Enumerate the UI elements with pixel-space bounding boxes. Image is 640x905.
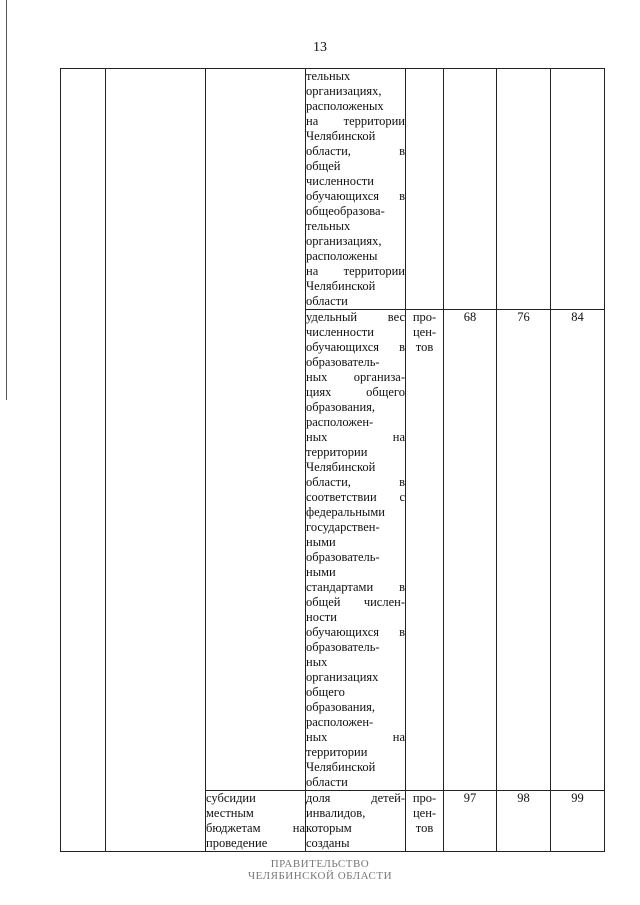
text-line: инвалидов, [306,806,366,820]
cell-indicator [306,69,406,310]
cell-value: 97 [444,791,497,852]
indicator-text [306,310,405,790]
text-line: организациях, [306,234,382,248]
cell-value [497,69,551,310]
cell-value [551,69,605,310]
text-line: ности [306,610,337,624]
unit-line: цен- [412,806,437,820]
cell-value: 68 [444,310,497,791]
text-line: общеобразова- [306,204,385,218]
text-line: проведение [206,836,268,850]
text-line: на территории [306,114,405,128]
text-line: ных на [306,430,405,444]
cell-unit [406,69,444,310]
unit-text [406,791,443,836]
text-line: расположены [306,249,378,263]
text-line: численности [306,325,374,339]
indicator-text [306,791,405,851]
cell-value: 76 [497,310,551,791]
text-line: тельных [306,69,351,83]
text-line: расположен- [306,715,374,729]
text-line: обучающихся в [306,625,405,639]
text-line: циях общего [306,385,405,399]
text-line: Челябинской [306,460,376,474]
cell-value: 84 [551,310,605,791]
text-line: образования, [306,700,376,714]
text-line: образователь- [306,640,380,654]
cell-program [106,69,206,852]
unit-text [406,310,443,355]
unit-line: цен- [412,325,437,339]
text-line: образования, [306,400,376,414]
cell-value [444,69,497,310]
text-line: субсидии [206,791,256,805]
text-line: ных на [306,730,405,744]
text-line: области [306,294,348,308]
page-number: 13 [313,40,327,55]
text-line: государствен- [306,520,380,534]
indicators-table [60,68,605,852]
text-line: расположен- [306,415,374,429]
text-line: федеральными [306,505,385,519]
margin-line [6,0,7,400]
text-line: ными [306,565,336,579]
text-line: численности [306,174,374,188]
cell-number [61,69,106,852]
unit-line: тов [415,340,434,354]
text-line: области, в [306,475,405,489]
text-line: удельный вес [306,310,405,324]
cell-indicator [306,791,406,852]
government-stamp [0,858,640,882]
text-line: стандартами в [306,580,405,594]
indicator-text [306,69,405,309]
text-line: ных организа- [306,370,405,384]
text-line: на территории [306,264,405,278]
cell-value: 98 [497,791,551,852]
text-line: территории [306,445,368,459]
text-line: которым [306,821,352,835]
text-line: организациях, [306,84,382,98]
text-line: ных [306,655,328,669]
text-line: области, в [306,144,405,158]
unit-line: про- [412,791,437,805]
text-line: общей числен- [306,595,405,609]
text-line: соответствии с [306,490,405,504]
text-line: созданы [306,836,350,850]
text-line: Челябинской [306,279,376,293]
cell-unit [406,310,444,791]
text-line: Челябинской [306,760,376,774]
measure-text [206,791,305,851]
cell-value: 99 [551,791,605,852]
text-line: территории [306,745,368,759]
text-line: местным [206,806,254,820]
text-line: бюджетам на [206,821,305,835]
text-line: образователь- [306,550,380,564]
text-line: тельных [306,219,351,233]
cell-indicator [306,310,406,791]
stamp-line: ПРАВИТЕЛЬСТВО [270,858,370,870]
text-line: доля детей- [306,791,405,805]
cell-measure [206,69,306,791]
unit-line: тов [415,821,434,835]
text-line: образователь- [306,355,380,369]
text-line: общего [306,685,345,699]
cell-measure [206,791,306,852]
unit-line: про- [412,310,437,324]
text-line: организациях [306,670,379,684]
table-row [61,69,605,310]
cell-unit [406,791,444,852]
text-line: общей [306,159,341,173]
text-line: обучающихся в [306,189,405,203]
stamp-line: ЧЕЛЯБИНСКОЙ ОБЛАСТИ [247,870,393,882]
text-line: обучающихся в [306,340,405,354]
text-line: Челябинской [306,129,376,143]
text-line: ными [306,535,336,549]
text-line: области [306,775,348,789]
text-line: расположеных [306,99,384,113]
